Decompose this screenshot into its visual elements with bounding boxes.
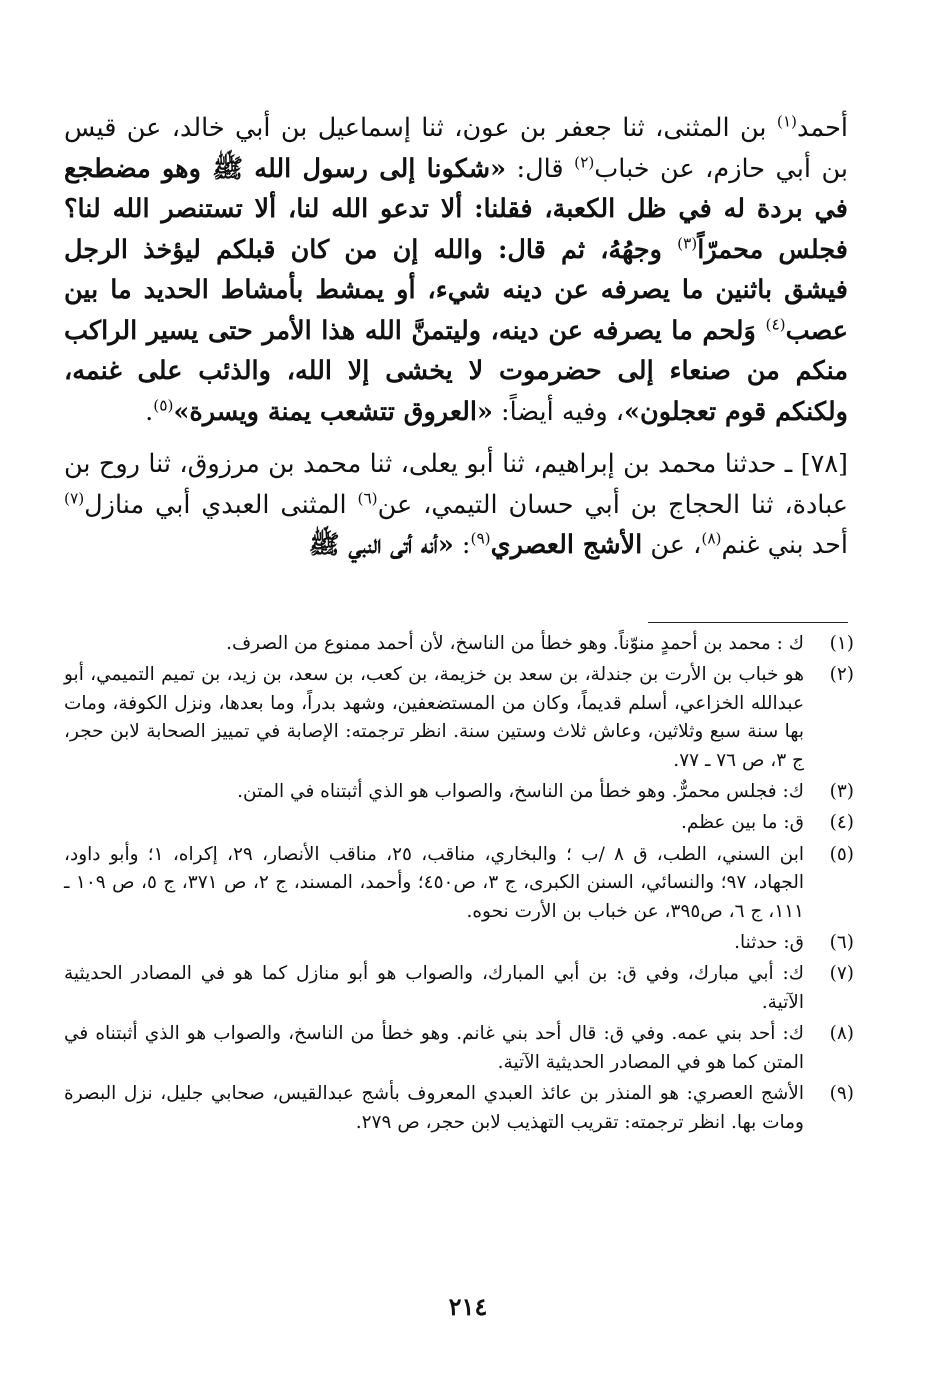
qala-text: قال: [506,153,575,184]
footnotes [64,630,854,1140]
companion-name: الأشج العصري [490,530,643,560]
hadith-matn: «شكونا إلى رسول الله ﷺ وهو مضطجع في بردة له في ظل الكعبة، فقلنا: ألا تدعو الله لنا، ألا تستنصر الله لنا؟ فجلس محمرّاً [64,153,848,265]
footnote-text: ك: أحد بني عمه. وفي ق: قال أحد بني غانم. وهو خطأ من الناسخ، والصواب هو الذي أثبتناه في المتن كما هو في المصادر الحديثية الآتية. [64,1023,804,1073]
footnote-ref-6: (٦) [357,489,378,507]
narrator-name: أحمد [797,113,848,143]
footnote-item [64,1080,854,1137]
footnote-text: ق: ما بين عظم. [681,812,804,834]
isnad-text: بن المثنى، ثنا جعفر بن عون، ثنا إسماعيل بن أبي خالد، عن قيس بن أبي حازم، عن خباب [64,113,848,184]
footnote-item [64,778,854,806]
footnote-number: (٢) [829,664,854,686]
footnote-text: ق: حدثنا. [734,932,804,954]
footnote-number: (٦) [829,932,854,954]
an-text: ، عن [642,530,702,560]
hadith-matn-continued: وجهُهُ، ثم قال: والله إن من كان قبلكم ليؤخذ الرجل فيشق باثنين ما يصرفه عن دينه شيء، أو يمشط بأمشاط الحديد ما بين عصب [64,234,848,346]
paragraph-hadith-78 [64,444,848,566]
hadith-matn: «أنه أتى النبي ﷺ [308,530,454,560]
additional-narration: «العروق تتشعب يمنة ويسرة» [173,396,493,427]
footnote-ref-8: (٨) [701,529,722,548]
footnote-text: ك: أبي مبارك، وفي ق: بن أبي المبارك، والصواب هو أبو منازل كما هو في المصادر الحديثية الآتية. [64,963,804,1013]
footnote-number: (٩) [829,1083,854,1105]
wafihi-text: ، وفيه أيضاً: [492,396,625,427]
footnote-number: (٧) [829,963,854,985]
colon: : [453,530,471,560]
main-text [64,108,848,566]
footnote-text: ك : محمد بن أحمدٍ منوّناً. وهو خطأ من الناسخ، لأن أحمد ممنوع من الصرف. [226,633,804,654]
footnote-text: ابن السني، الطب، ق ٨ /ب ؛ والبخاري، مناقب، ٢٥، مناقب الأنصار، ٢٩، إكراه، ١؛ وأبو داود، الجهاد، ٩٧؛ والنسائي، السنن الكبرى، ج ٣، ص٤٥٠؛ وأحمد، المسند، ج ٢، ص ٣٧١، ج ٥، ص ١٠٩ ـ ١١١، ج ٦، ص٣٩٥، عن خباب بن الأرت نحوه. [64,843,804,922]
footnote-item [64,809,854,837]
isnad-text: أحد بني غنم [721,530,848,560]
footnote-ref-4: (٤) [765,315,786,333]
footnote-ref-7: (٧) [64,489,85,507]
paragraph-hadith-77-continued [64,108,848,432]
footnote-ref-9: (٩) [470,529,491,548]
footnote-ref-3: (٣) [677,234,698,252]
footnote-item [64,1020,854,1077]
isnad-text: [٧٨] ـ حدثنا محمد بن إبراهيم، ثنا أبو يعلى، ثنا محمد بن مرزوق، ثنا روح بن عبادة، ثنا الحجاج بن أبي حسان التيمي، عن [64,449,848,520]
period: . [145,396,154,427]
footnote-number: (٥) [829,843,854,865]
footnote-number: (٤) [829,812,854,834]
footnote-ref-5: (٥) [153,396,174,414]
footnote-item [64,929,854,957]
footnote-item [64,661,854,775]
page-number: ٢١٤ [448,1292,488,1321]
footnote-item [64,630,854,658]
hadith-matn-end: وَلحم ما يصرفه عن دينه، وليتمنَّ الله هذا الأمر حتى يسير الراكب منكم من صنعاء إلى حضرموت لا يخشى إلا الله، والذئب على غنمه، ولكنكم قوم تعجلون» [64,315,848,427]
footnote-item [64,841,854,926]
footnote-number: (١) [829,633,854,654]
footnote-text: ك: فجلس محمرٌّ. وهو خطأ من الناسخ، والصواب هو الذي أثبتناه في المتن. [237,781,804,803]
footnote-number: (٣) [829,781,854,803]
footnote-number: (٨) [829,1023,854,1045]
footnote-item [64,960,854,1017]
isnad-text: المثنى العبدي أبي منازل [84,489,358,520]
footnote-text: الأشج العصري: هو المنذر بن عائذ العبدي المعروف بأشج عبدالقيس، صحابي جليل، نزل البصرة ومات بها. انظر ترجمته: تقريب التهذيب لابن حجر، ص ٢٧٩. [64,1083,804,1133]
footnote-ref-1: (١) [776,112,798,131]
footnote-ref-2: (٢) [574,153,595,171]
footnote-divider [648,622,848,623]
footnote-text: هو خباب بن الأرت بن جندلة، بن سعد بن خزيمة، بن كعب، بن سعد، بن زيد، بن تميم التميمي، أبو عبدالله الخزاعي، أسلم قديماً، وكان من المستضعفين، وشهد بدراً، وما بعدها، ونزل الكوفة، ومات بها سنة سبع وثلاثين، وعاش ثلاث وستين سنة. انظر ترجمته: الإصابة في تمييز الصحابة لابن حجر، ج ٣، ص ٧٦ ـ ٧٧. [64,664,804,771]
